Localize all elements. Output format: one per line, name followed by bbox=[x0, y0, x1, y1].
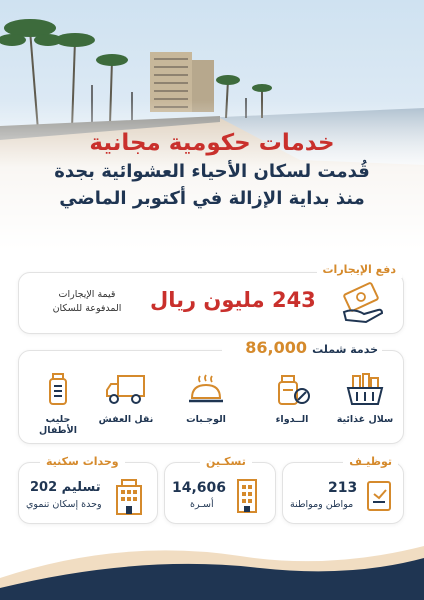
service-medicine bbox=[262, 372, 322, 425]
truck-icon bbox=[104, 372, 148, 406]
service-label: نقل العفش bbox=[98, 414, 154, 425]
service-moving bbox=[96, 372, 156, 425]
apartment-icon bbox=[114, 478, 144, 520]
service-label: الــدواء bbox=[275, 414, 309, 425]
service-meals bbox=[176, 372, 236, 425]
services-count: 86,000 bbox=[245, 338, 307, 357]
rent-value: 243 مليون ريال bbox=[150, 288, 316, 312]
units-tag: وحدات سكنية bbox=[40, 454, 125, 470]
service-food-basket bbox=[335, 372, 395, 425]
units-line-1: تسليم 202 bbox=[30, 480, 101, 495]
housing-sub: أسـرة bbox=[190, 499, 214, 510]
units-line-2: وحدة إسكان تنموي bbox=[26, 499, 102, 510]
rent-desc-line-1: قيمة الإيجارات bbox=[58, 289, 116, 300]
cash-icon bbox=[340, 282, 386, 328]
services-header bbox=[222, 338, 382, 357]
main-title: خدمات حكومية مجانية bbox=[89, 130, 335, 156]
housing-tag: تسكـين bbox=[200, 454, 252, 470]
rent-description bbox=[42, 288, 132, 316]
subtitle-line-1: قُدمت لسكان الأحياء العشوائية بجدة bbox=[54, 161, 370, 182]
jobs-sub: مواطن ومواطنة bbox=[290, 499, 354, 510]
housing-number: 14,606 bbox=[172, 480, 227, 496]
baby-milk-icon bbox=[38, 372, 78, 406]
medicine-icon bbox=[272, 372, 312, 406]
service-baby-milk bbox=[28, 372, 88, 436]
building-icon bbox=[234, 478, 260, 518]
services-label: خدمة شملت bbox=[312, 343, 378, 356]
jobs-number: 213 bbox=[328, 480, 358, 496]
certificate-icon bbox=[364, 480, 396, 518]
service-label: الوجـبات bbox=[186, 414, 226, 425]
subtitle-line-2: منذ بداية الإزالة في أكتوبر الماضي bbox=[59, 188, 365, 209]
footer-wave bbox=[0, 528, 424, 600]
service-label: سلال غذائية bbox=[336, 414, 394, 425]
hero-photo bbox=[0, 0, 424, 250]
title-block bbox=[0, 128, 424, 212]
food-basket-icon bbox=[345, 372, 385, 406]
rent-tag: دفع الإيجارات bbox=[317, 262, 403, 278]
jobs-tag: توظيـف bbox=[343, 454, 398, 470]
meal-icon bbox=[186, 372, 226, 406]
rent-desc-line-2: المدفوعة للسكان bbox=[52, 303, 122, 314]
service-label: حليب الأطفال bbox=[39, 414, 77, 436]
